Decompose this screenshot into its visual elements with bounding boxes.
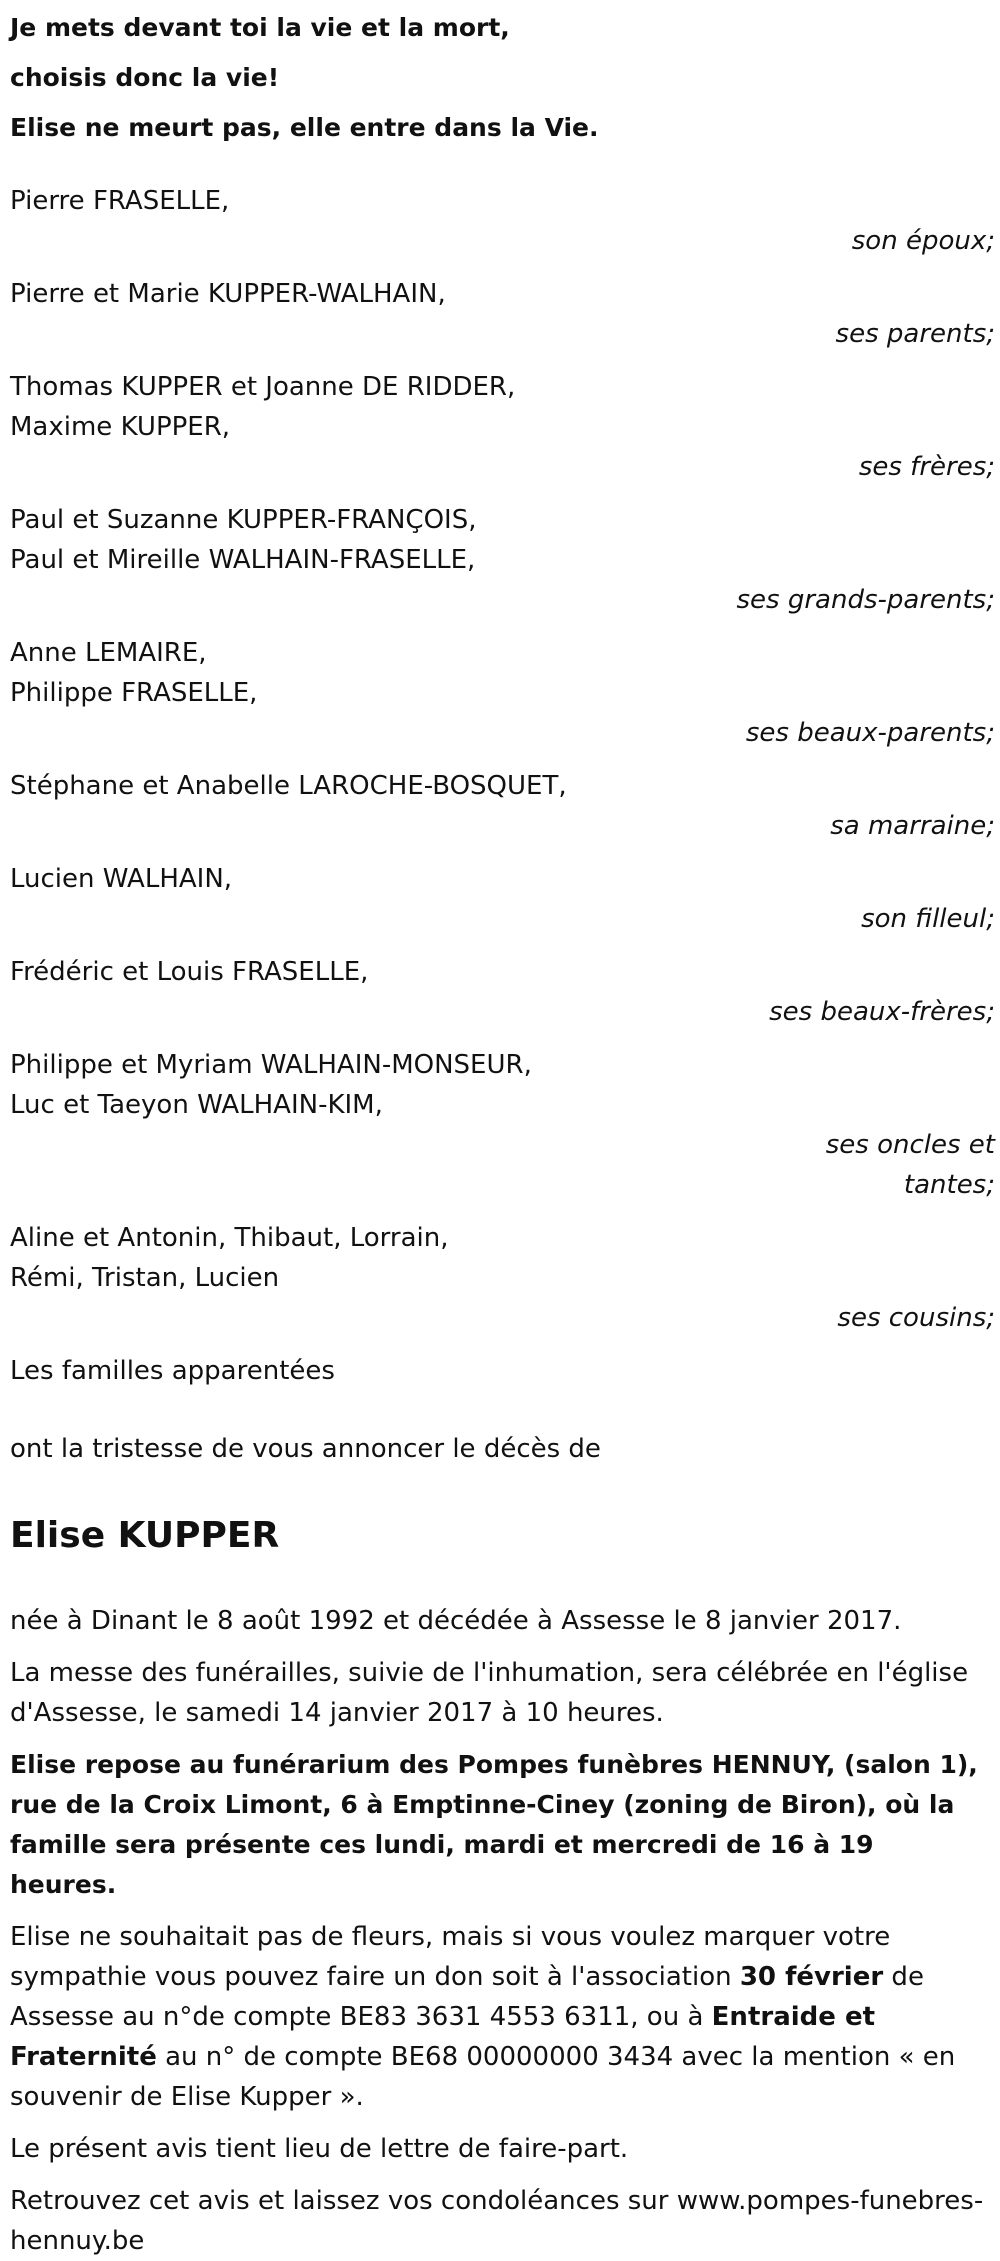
family-relation (10, 221, 995, 261)
announcement-text: ont la tristesse de vous annoncer le décès de (10, 1434, 601, 1464)
relation-line: ses grands-parents; (736, 585, 995, 615)
association-name-1: 30 février (739, 1962, 884, 1992)
quote-line-1: Je mets devant toi la vie et la mort, (10, 13, 510, 42)
family-name-line: Philippe FRASELLE, (10, 678, 258, 708)
family-name-line: Lucien WALHAIN, (10, 864, 233, 894)
family-names (10, 500, 995, 580)
relation-line: son filleul; (861, 904, 995, 934)
family-names (10, 859, 995, 899)
family-names (10, 1351, 995, 1391)
family-relation (10, 447, 995, 487)
family-name-line: Frédéric et Louis FRASELLE, (10, 957, 369, 987)
funerarium-info: Elise repose au funérarium des Pompes funèbres HENNUY, (salon 1), rue de la Croix Limont, 6 à Emptinne-Ciney (zoning de Biron), où la famille sera présente ces lundi, mardi et mercredi de 16 à 19 heures. (10, 1750, 978, 1899)
family-name-line: Aline et Antonin, Thibaut, Lorrain, (10, 1223, 449, 1253)
family-entry (10, 181, 995, 261)
family-entry (10, 952, 995, 1032)
notice-text: Le présent avis tient lieu de lettre de faire-part. (10, 2134, 629, 2164)
family-relation (10, 1298, 995, 1338)
family-entry (10, 274, 995, 354)
website-text: Retrouvez cet avis et laissez vos condoléances sur www.pompes-funebres-hennuy.be (10, 2186, 984, 2256)
family-relation (10, 992, 995, 1032)
flowers-donation-info (10, 1917, 985, 2117)
family-relation (10, 806, 995, 846)
family-name-line: Rémi, Tristan, Lucien (10, 1263, 280, 1293)
quote-line-2: choisis donc la vie! (10, 63, 280, 92)
family-entry (10, 367, 995, 487)
family-relation (10, 314, 995, 354)
relation-line: son époux; (851, 226, 995, 256)
donation-text-2: de Assesse au n°de compte BE83 3631 4553 6311, ou à (10, 1962, 924, 2032)
association-name-2: Entraide et Fraternité (10, 2002, 876, 2072)
family-entry (10, 1218, 995, 1338)
relation-line: ses beaux-parents; (745, 718, 995, 748)
family-names (10, 274, 995, 314)
obituary-page (10, 0, 995, 2261)
family-relation (10, 899, 995, 939)
family-names (10, 1045, 995, 1125)
family-names (10, 766, 995, 806)
family-entry (10, 859, 995, 939)
family-name-line: Paul et Mireille WALHAIN-FRASELLE, (10, 545, 476, 575)
family-relation (10, 1125, 995, 1205)
family-name-line: Paul et Suzanne KUPPER-FRANÇOIS, (10, 505, 477, 535)
donation-text-3: au n° de compte BE68 00000000 3434 avec la mention « en souvenir de Elise Kupper ». (10, 2042, 956, 2112)
family-name-line: Luc et Taeyon WALHAIN-KIM, (10, 1090, 383, 1120)
family-name-line: Les familles apparentées (10, 1356, 335, 1386)
birth-death-info: née à Dinant le 8 août 1992 et décédée à Assesse le 8 janvier 2017. (10, 1606, 902, 1636)
relation-line: ses parents; (835, 319, 995, 349)
family-relation (10, 713, 995, 753)
relation-line: tantes; (903, 1170, 995, 1200)
relation-line: sa marraine; (830, 811, 995, 841)
family-names (10, 633, 995, 713)
relation-line: ses cousins; (837, 1303, 995, 1333)
family-names (10, 367, 995, 447)
family-entry (10, 1351, 995, 1391)
family-relation (10, 580, 995, 620)
family-name-line: Pierre FRASELLE, (10, 186, 230, 216)
family-entry (10, 1045, 995, 1205)
funeral-mass-info: La messe des funérailles, suivie de l'inhumation, sera célébrée en l'église d'Assesse, le samedi 14 janvier 2017 à 10 heures. (10, 1658, 969, 1728)
relation-line: ses frères; (858, 452, 995, 482)
family-names (10, 1218, 995, 1298)
family-entry (10, 633, 995, 753)
family-name-line: Anne LEMAIRE, (10, 638, 207, 668)
quote-line-3: Elise ne meurt pas, elle entre dans la Vie. (10, 113, 599, 142)
deceased-name: Elise KUPPER (10, 1515, 280, 1556)
family-name-line: Thomas KUPPER et Joanne DE RIDDER, (10, 372, 516, 402)
family-entry (10, 766, 995, 846)
family-names (10, 181, 995, 221)
family-names (10, 952, 995, 992)
family-name-line: Stéphane et Anabelle LAROCHE-BOSQUET, (10, 771, 567, 801)
opening-quote (10, 3, 990, 153)
family-name-line: Pierre et Marie KUPPER-WALHAIN, (10, 279, 446, 309)
family-name-line: Philippe et Myriam WALHAIN-MONSEUR, (10, 1050, 532, 1080)
relation-line: ses beaux-frères; (769, 997, 995, 1027)
family-list (10, 181, 995, 1391)
family-entry (10, 500, 995, 620)
donation-text-1: Elise ne souhaitait pas de fleurs, mais si vous voulez marquer votre sympathie vous pouvez faire un don soit à l'association (10, 1922, 891, 1992)
relation-line: ses oncles et (825, 1130, 995, 1160)
family-name-line: Maxime KUPPER, (10, 412, 231, 442)
